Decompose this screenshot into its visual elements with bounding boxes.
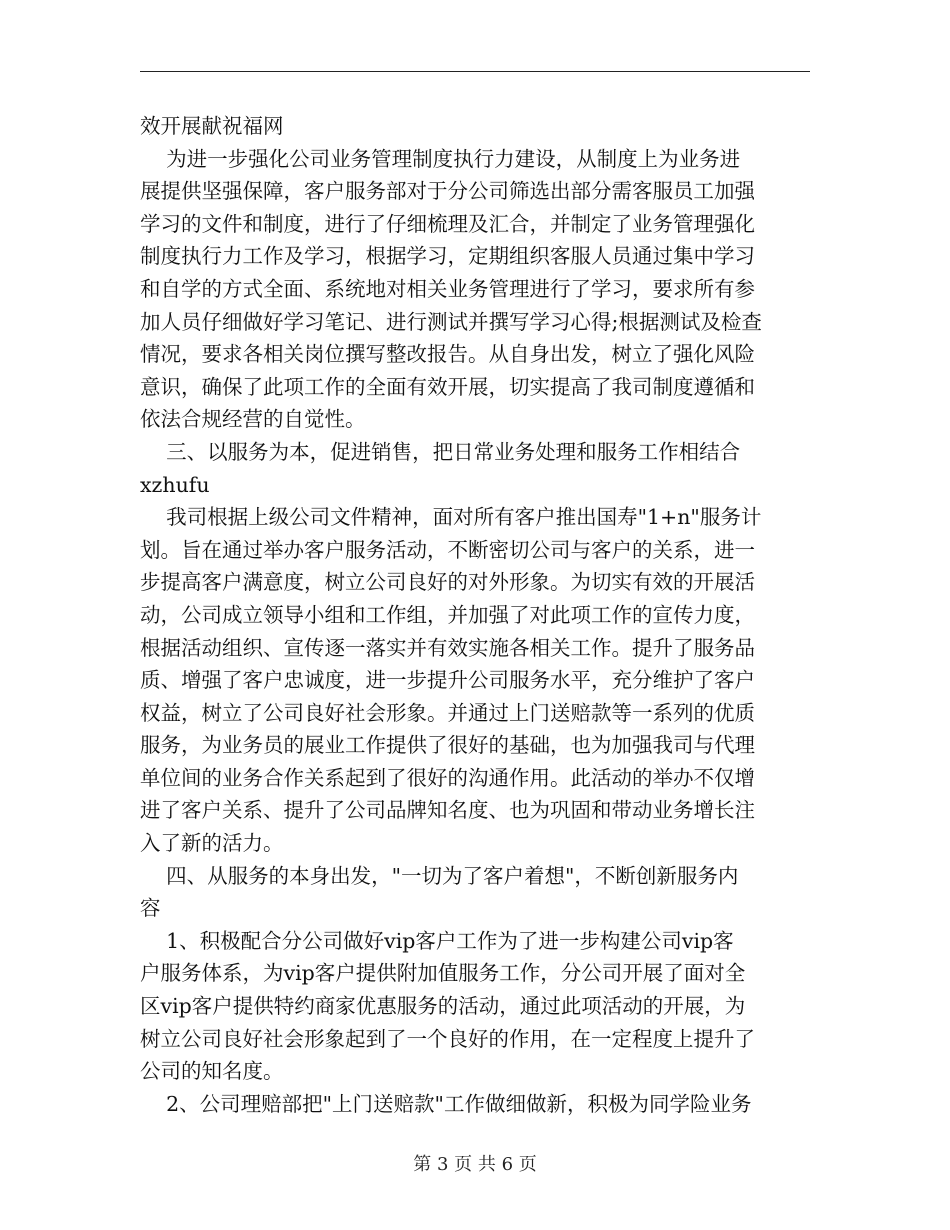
text-line: 展提供坚强保障，客户服务部对于分公司筛选出部分需客服员工加强: [140, 179, 755, 204]
text-line: 三、以服务为本，促进销售，把日常业务处理和服务工作相结合: [140, 439, 741, 464]
text-line: 依法合规经营的自觉性。: [140, 407, 366, 432]
text-line: 为进一步强化公司业务管理制度执行力建设，从制度上为业务进: [140, 146, 741, 171]
text-line: 区vip客户提供特约商家优惠服务的活动，通过此项活动的开展，为: [140, 994, 746, 1019]
text-line: 服务，为业务员的展业工作提供了很好的基础，也为加强我司与代理: [140, 733, 755, 758]
text-line: 权益，树立了公司良好社会形象。并通过上门送赔款等一系列的优质: [140, 700, 755, 725]
text-line: xzhufu: [140, 472, 210, 497]
text-line: 单位间的业务合作关系起到了很好的沟通作用。此活动的举办不仅增: [140, 765, 755, 790]
page-number: 第 3 页 共 6 页: [413, 1154, 537, 1175]
text-line: 效开展献祝福网: [140, 114, 284, 138]
text-line: 制度执行力工作及学习，根据学习，定期组织客服人员通过集中学习: [140, 244, 755, 269]
document-body: [140, 110, 810, 1120]
text-line: 加人员仔细做好学习笔记、进行测试并撰写学习心得;根据测试及检查: [140, 309, 762, 334]
text-line: 和自学的方式全面、系统地对相关业务管理进行了学习，要求所有参: [140, 276, 755, 301]
text-line: 根据活动组织、宣传逐一落实并有效实施各相关工作。提升了服务品: [140, 635, 755, 660]
text-line: 四、从服务的本身出发，"一切为了客户着想"，不断创新服务内: [140, 863, 739, 888]
text-line: 容: [140, 896, 161, 921]
text-line: 步提高客户满意度，树立公司良好的对外形象。为切实有效的开展活: [140, 570, 755, 595]
text-line: 我司根据上级公司文件精神，面对所有客户推出国寿"1+n"服务计: [140, 505, 762, 530]
text-line: 2、公司理赔部把"上门送赔款"工作做细做新，积极为同学险业务: [140, 1091, 752, 1116]
text-line: 入了新的活力。: [140, 831, 284, 856]
text-line: 1、积极配合分公司做好vip客户工作为了进一步构建公司vip客: [140, 928, 734, 953]
header-rule: [140, 71, 810, 72]
text-line: 学习的文件和制度，进行了仔细梳理及汇合，并制定了业务管理强化: [140, 211, 755, 236]
text-line: 户服务体系，为vip客户提供附加值服务工作，分公司开展了面对全: [140, 961, 746, 986]
text-line: 树立公司良好社会形象起到了一个良好的作用，在一定程度上提升了: [140, 1026, 755, 1051]
text-line: 意识，确保了此项工作的全面有效开展，切实提高了我司制度遵循和: [140, 374, 755, 399]
text-line: 情况，要求各相关岗位撰写整改报告。从自身出发，树立了强化风险: [140, 342, 755, 367]
text-line: 划。旨在通过举办客户服务活动，不断密切公司与客户的关系，进一: [140, 537, 755, 562]
text-line: 动，公司成立领导小组和工作组，并加强了对此项工作的宣传力度，: [140, 602, 755, 627]
text-line: 公司的知名度。: [140, 1059, 284, 1084]
text-line: 进了客户关系、提升了公司品牌知名度、也为巩固和带动业务增长注: [140, 798, 755, 823]
text-line: 质、增强了客户忠诚度，进一步提升公司服务水平，充分维护了客户: [140, 668, 755, 693]
